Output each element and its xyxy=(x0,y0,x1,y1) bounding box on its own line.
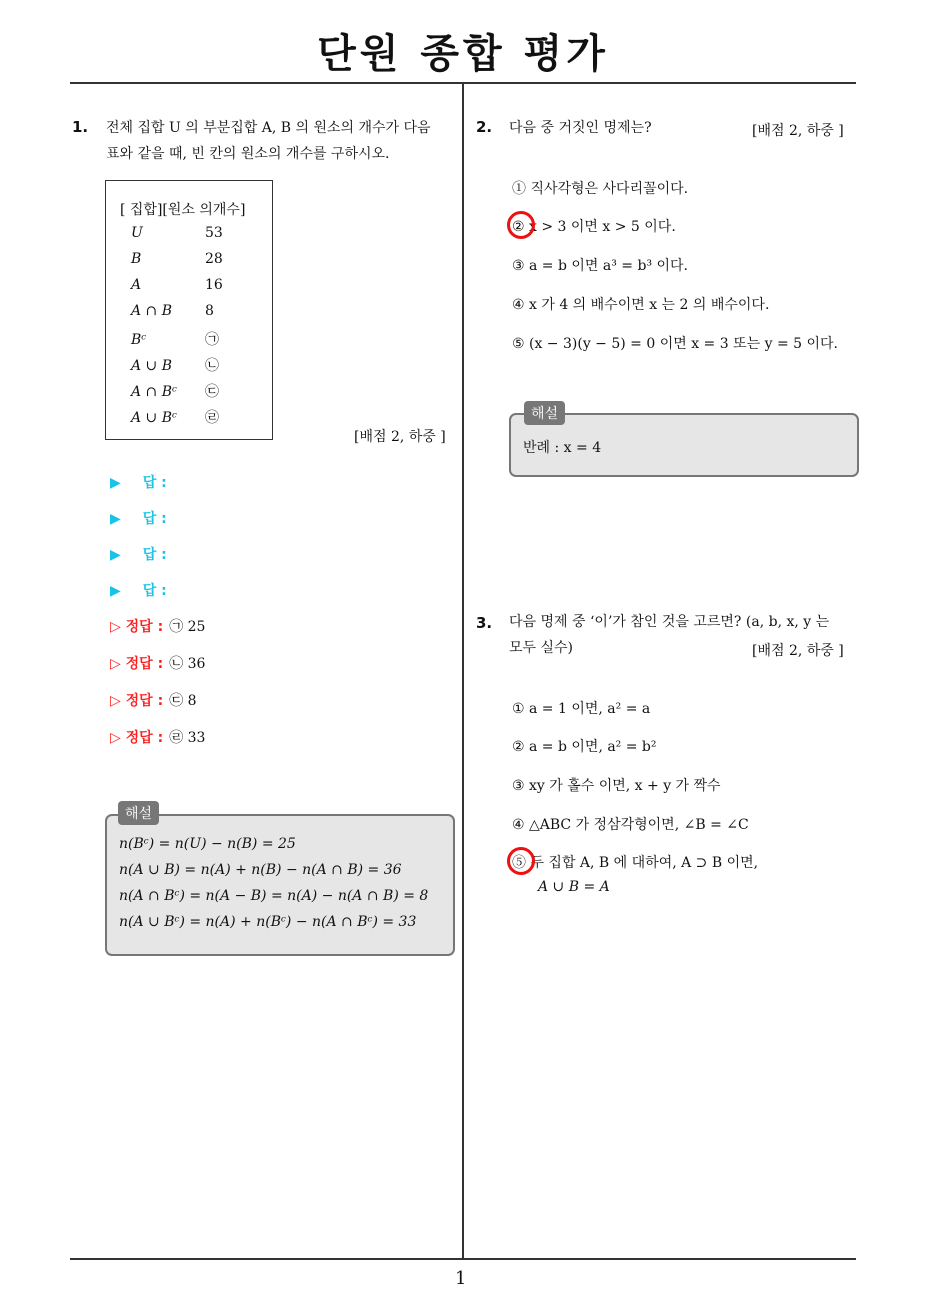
q2-solution-tag: 해설 xyxy=(524,401,565,425)
q1-line1: 전체 집합 U 의 부분집합 A, B 의 원소의 개수가 다음 xyxy=(106,120,431,136)
correct-answer-2: ▷ 정답 : ㉡ 36 xyxy=(110,656,206,672)
q2-score: [배점 2, 하중 ] xyxy=(752,123,844,139)
table-row: A ∪ B ㉡ xyxy=(131,358,219,374)
table-row: A ∪ Bᶜ ㉣ xyxy=(131,410,219,426)
table-row: B 28 xyxy=(131,251,223,267)
q2-choice-5[interactable]: ⑤ (x − 3)(y − 5) = 0 이면 x = 3 또는 y = 5 이다. xyxy=(512,336,838,352)
page-title: 단원 종합 평가 xyxy=(317,31,609,77)
q3-line1: 다음 명제 중 ‘이’가 참인 것을 고르면? (a, b, x, y 는 xyxy=(509,614,830,630)
solution-line: n(Bᶜ) = n(U) − n(B) = 25 xyxy=(119,836,296,852)
correct-answer-1: ▷ 정답 : ㉠ 25 xyxy=(110,619,206,635)
q1-solution-box xyxy=(105,814,455,956)
q2-choice-4[interactable]: ④ x 가 4 의 배수이면 x 는 2 의 배수이다. xyxy=(512,297,770,313)
q1-score: [배점 2, 하중 ] xyxy=(354,429,446,445)
q2-choice-2[interactable]: ② x > 3 이면 x > 5 이다. xyxy=(512,219,676,235)
answer-circle-mark xyxy=(507,847,535,875)
correct-answer-4: ▷ 정답 : ㉣ 33 xyxy=(110,730,206,746)
answer-line-4[interactable]: ▶ 답 : xyxy=(110,583,167,599)
solution-line: n(A ∪ B) = n(A) + n(B) − n(A ∩ B) = 36 xyxy=(119,862,402,878)
q3-number: 3. xyxy=(476,614,493,632)
table-row: A 16 xyxy=(131,277,223,293)
answer-circle-mark xyxy=(507,211,535,239)
q2-text: 다음 중 거짓인 명제는? xyxy=(509,120,652,136)
q2-number: 2. xyxy=(476,118,493,136)
answer-line-2[interactable]: ▶ 답 : xyxy=(110,511,167,527)
q3-choice-5-cont: A ∪ B = A xyxy=(538,879,610,895)
q1-set-table xyxy=(105,180,273,440)
table-row: Bᶜ ㉠ xyxy=(131,332,219,348)
table-header: [ 집합][원소 의개수] xyxy=(120,202,246,218)
q3-choice-3[interactable]: ③ xy 가 홀수 이면, x + y 가 짝수 xyxy=(512,778,721,794)
answer-line-1[interactable]: ▶ 답 : xyxy=(110,475,167,491)
table-row: U 53 xyxy=(131,225,223,241)
q3-score: [배점 2, 하중 ] xyxy=(752,643,844,659)
q3-line2: 모두 실수) xyxy=(509,640,574,656)
q1-line2: 표와 같을 때, 빈 칸의 원소의 개수를 구하시오. xyxy=(106,146,390,162)
q2-choice-3[interactable]: ③ a = b 이면 a³ = b³ 이다. xyxy=(512,258,689,274)
q2-choice-1[interactable]: ① 직사각형은 사다리꼴이다. xyxy=(512,181,689,197)
q1-solution-tag: 해설 xyxy=(118,801,159,825)
page-number: 1 xyxy=(455,1268,467,1289)
table-row: A ∩ B 8 xyxy=(131,303,214,319)
q3-choice-5[interactable]: ⑤ 두 집합 A, B 에 대하여, A ⊃ B 이면, xyxy=(512,855,759,871)
correct-answer-3: ▷ 정답 : ㉢ 8 xyxy=(110,693,197,709)
table-row: A ∩ Bᶜ ㉢ xyxy=(131,384,219,400)
q3-choice-4[interactable]: ④ △ABC 가 정삼각형이면, ∠B = ∠C xyxy=(512,817,749,833)
bottom-rule xyxy=(70,1258,856,1260)
q1-number: 1. xyxy=(72,118,89,136)
q3-choice-2[interactable]: ② a = b 이면, a² = b² xyxy=(512,739,657,755)
solution-line: n(A ∩ Bᶜ) = n(A − B) = n(A) − n(A ∩ B) = 8 xyxy=(119,888,429,904)
solution-line: n(A ∪ Bᶜ) = n(A) + n(Bᶜ) − n(A ∩ Bᶜ) = 33 xyxy=(119,914,417,930)
solution-line: 반례 : x = 4 xyxy=(523,440,602,456)
answer-line-3[interactable]: ▶ 답 : xyxy=(110,547,167,563)
column-divider xyxy=(462,84,464,1258)
q3-choice-1[interactable]: ① a = 1 이면, a² = a xyxy=(512,701,651,717)
